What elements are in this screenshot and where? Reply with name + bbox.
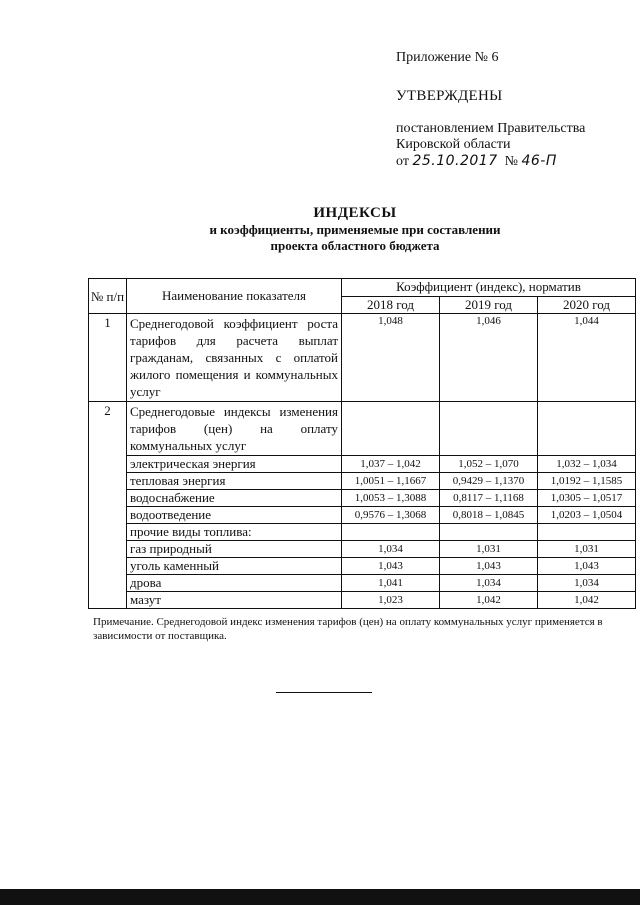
scan-edge-bar (0, 889, 640, 905)
table-subrow (89, 541, 636, 558)
subrow-value-2020: 1,034 (538, 575, 636, 592)
row-value-2018 (342, 402, 440, 456)
header-coefficient: Коэффициент (индекс), норматив (342, 279, 636, 297)
subrow-name: водоснабжение (127, 490, 342, 507)
subrow-value-2020: 1,0192 – 1,1585 (538, 473, 636, 490)
table-header-row (89, 279, 636, 297)
subrow-value-2019: 0,9429 – 1,1370 (440, 473, 538, 490)
subrow-name: уголь каменный (127, 558, 342, 575)
approved-heading: УТВЕРЖДЕНЫ (396, 88, 503, 104)
subrow-name: дрова (127, 575, 342, 592)
subrow-value-2020: 1,0203 – 1,0504 (538, 507, 636, 524)
subrow-value-2018: 0,9576 – 1,3068 (342, 507, 440, 524)
title-main: ИНДЕКСЫ (313, 205, 397, 221)
title-line-3: проекта областного бюджета (270, 238, 440, 253)
header-number: № п/п (89, 279, 127, 314)
row-name: Среднегодовые индексы изменения тарифов (цен) на оплату коммунальных услуг (127, 402, 342, 456)
subrow-value-2018: 1,023 (342, 592, 440, 609)
table-row (89, 314, 636, 402)
header-year-2018: 2018 год (342, 297, 440, 314)
header-year-2019: 2019 год (440, 297, 538, 314)
closing-divider (276, 692, 372, 693)
subrow-name: мазут (127, 592, 342, 609)
row-number: 1 (89, 314, 127, 402)
date-prefix: от (396, 154, 409, 169)
table-note: Примечание. Среднегодовой индекс изменения тарифов (цен) на оплату коммунальных услуг применяется в зависимости от поставщика. (93, 616, 603, 642)
row-value-2019 (440, 402, 538, 456)
subrow-value-2019: 0,8117 – 1,1168 (440, 490, 538, 507)
approval-date-line (396, 153, 626, 170)
table-subrow (89, 524, 636, 541)
approval-block (396, 50, 626, 170)
subrow-value-2020: 1,0305 – 1,0517 (538, 490, 636, 507)
subrow-value-2020: 1,032 – 1,034 (538, 456, 636, 473)
row-value-2020 (538, 402, 636, 456)
table-subrow (89, 558, 636, 575)
subrow-name: тепловая энергия (127, 473, 342, 490)
header-year-2020: 2020 год (538, 297, 636, 314)
subrow-value-2018: 1,037 – 1,042 (342, 456, 440, 473)
table-subrow (89, 456, 636, 473)
subrow-value-2019: 0,8018 – 1,0845 (440, 507, 538, 524)
appendix-number: Приложение № 6 (396, 50, 499, 65)
subrow-value-2019: 1,031 (440, 541, 538, 558)
handwritten-number: 46-П (521, 153, 557, 169)
indices-table (88, 278, 636, 609)
subrow-value-2018: 1,0053 – 1,3088 (342, 490, 440, 507)
subrow-value-2019: 1,034 (440, 575, 538, 592)
subrow-name: водоотведение (127, 507, 342, 524)
subrow-value-2019 (440, 524, 538, 541)
subrow-value-2020: 1,043 (538, 558, 636, 575)
row-value-2020: 1,044 (538, 314, 636, 402)
approval-line-1: постановлением Правительства (396, 121, 586, 136)
subrow-value-2020: 1,042 (538, 592, 636, 609)
table-subrow (89, 490, 636, 507)
subrow-value-2020 (538, 524, 636, 541)
subrow-value-2019: 1,042 (440, 592, 538, 609)
row-number: 2 (89, 402, 127, 609)
subrow-value-2019: 1,043 (440, 558, 538, 575)
number-prefix: № (504, 154, 518, 169)
row-name: Среднегодовой коэффициент роста тарифов для расчета выплат гражданам, связанных с оплатой жилого помещения и коммунальных услуг (127, 314, 342, 402)
row-value-2019: 1,046 (440, 314, 538, 402)
title-line-2: и коэффициенты, применяемые при составлении (209, 222, 501, 237)
table-subrow (89, 575, 636, 592)
subrow-value-2018: 1,043 (342, 558, 440, 575)
table-subrow (89, 473, 636, 490)
handwritten-date: 25.10.2017 (412, 153, 498, 169)
table-subrow (89, 507, 636, 524)
table-subrow (89, 592, 636, 609)
subrow-name: газ природный (127, 541, 342, 558)
subrow-name: прочие виды топлива: (127, 524, 342, 541)
header-name: Наименование показателя (127, 279, 342, 314)
subrow-value-2019: 1,052 – 1,070 (440, 456, 538, 473)
document-title (140, 205, 570, 254)
subrow-value-2018: 1,041 (342, 575, 440, 592)
subrow-name: электрическая энергия (127, 456, 342, 473)
row-value-2018: 1,048 (342, 314, 440, 402)
table-row (89, 402, 636, 456)
subrow-value-2018: 1,0051 – 1,1667 (342, 473, 440, 490)
approval-line-2: Кировской области (396, 137, 511, 152)
subrow-value-2018 (342, 524, 440, 541)
subrow-value-2020: 1,031 (538, 541, 636, 558)
subrow-value-2018: 1,034 (342, 541, 440, 558)
